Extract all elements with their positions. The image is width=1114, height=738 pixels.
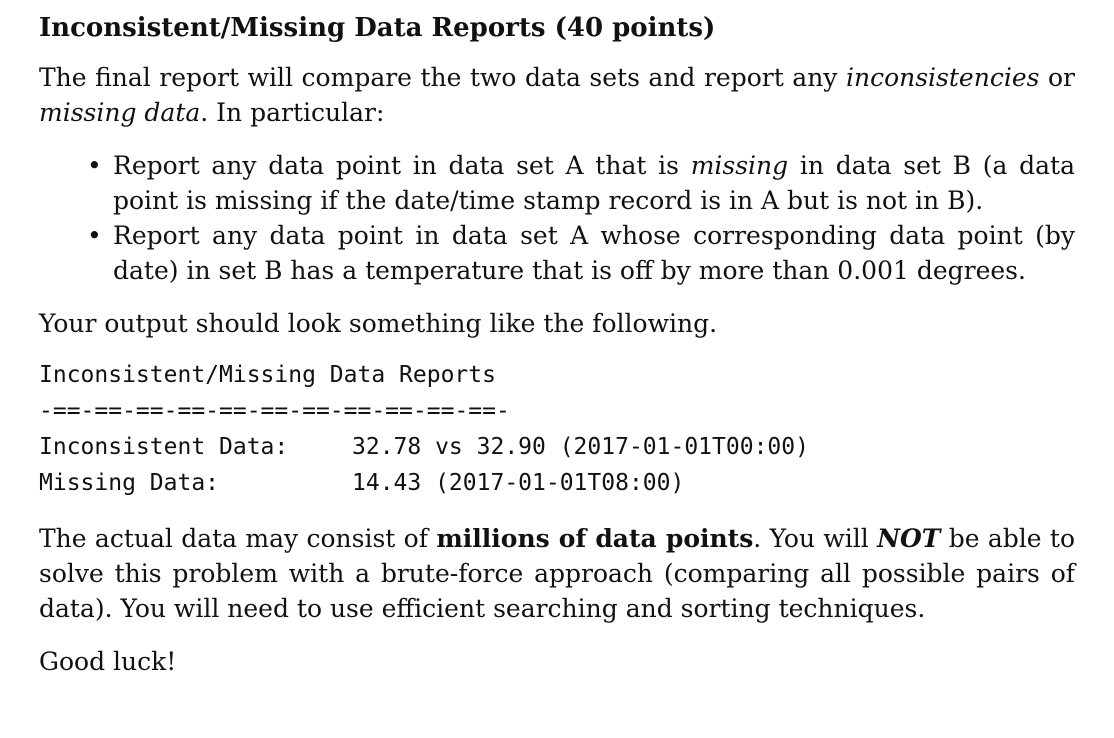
intro-paragraph [39,60,1075,130]
sample-output-underline: -==-==-==-==-==-==-==-==-==-==-==- [39,398,510,424]
intro-text-3: . In particular: [200,98,385,127]
closing-text-2: . You will [753,524,878,553]
closing-strong-not: NOT [877,524,941,553]
sample-output-label: Inconsistent Data: [39,434,289,460]
list-item [39,218,1075,288]
bullet-text-1b: in data set B (a data point is missing if the date/time stamp record is in A but is not in B). [113,151,1075,215]
sample-output-block [39,357,1075,501]
intro-text-2: or [1039,63,1075,92]
bullet-text-1a: Report any data point in data set A that is [113,151,691,180]
bullet-dot-icon: • [87,151,102,180]
sample-output-value: 14.43 (2017-01-01T08:00) [352,470,685,496]
document-page [39,10,1075,679]
intro-emphasis-inconsistencies: inconsistencies [845,63,1040,92]
sample-output-row [39,429,1075,465]
intro-text-1: The final report will compare the two data sets and report any [39,63,846,92]
output-intro-paragraph: Your output should look something like the following. [39,309,718,338]
list-item [39,148,1075,218]
closing-text-3: be able to solve this problem with a brute-force approach (comparing all possible pairs of data). You will need to use efficient searching and sorting techniques. [39,524,1075,623]
bullet-emphasis-missing: missing [690,151,789,180]
spacer [39,626,1075,644]
section-heading: Inconsistent/Missing Data Reports (40 points) [39,13,716,43]
sample-output-title: Inconsistent/Missing Data Reports [39,362,496,388]
sample-output-label: Missing Data: [39,470,220,496]
sample-output-value: 32.78 vs 32.90 (2017-01-01T00:00) [352,434,809,460]
bullet-dot-icon: • [87,221,102,250]
signoff-paragraph: Good luck! [39,647,177,676]
bullet-text-2: Report any data point in data set A whose corresponding data point (by date) in set B has a temperature that is off by more than 0.001 degrees. [113,221,1075,285]
closing-paragraph [39,521,1075,626]
closing-text-1: The actual data may consist of [39,524,437,553]
intro-emphasis-missing-data: missing data [39,98,201,127]
closing-strong-millions: millions of data points [436,524,754,553]
requirements-list [39,148,1075,288]
sample-output-row [39,465,1075,501]
